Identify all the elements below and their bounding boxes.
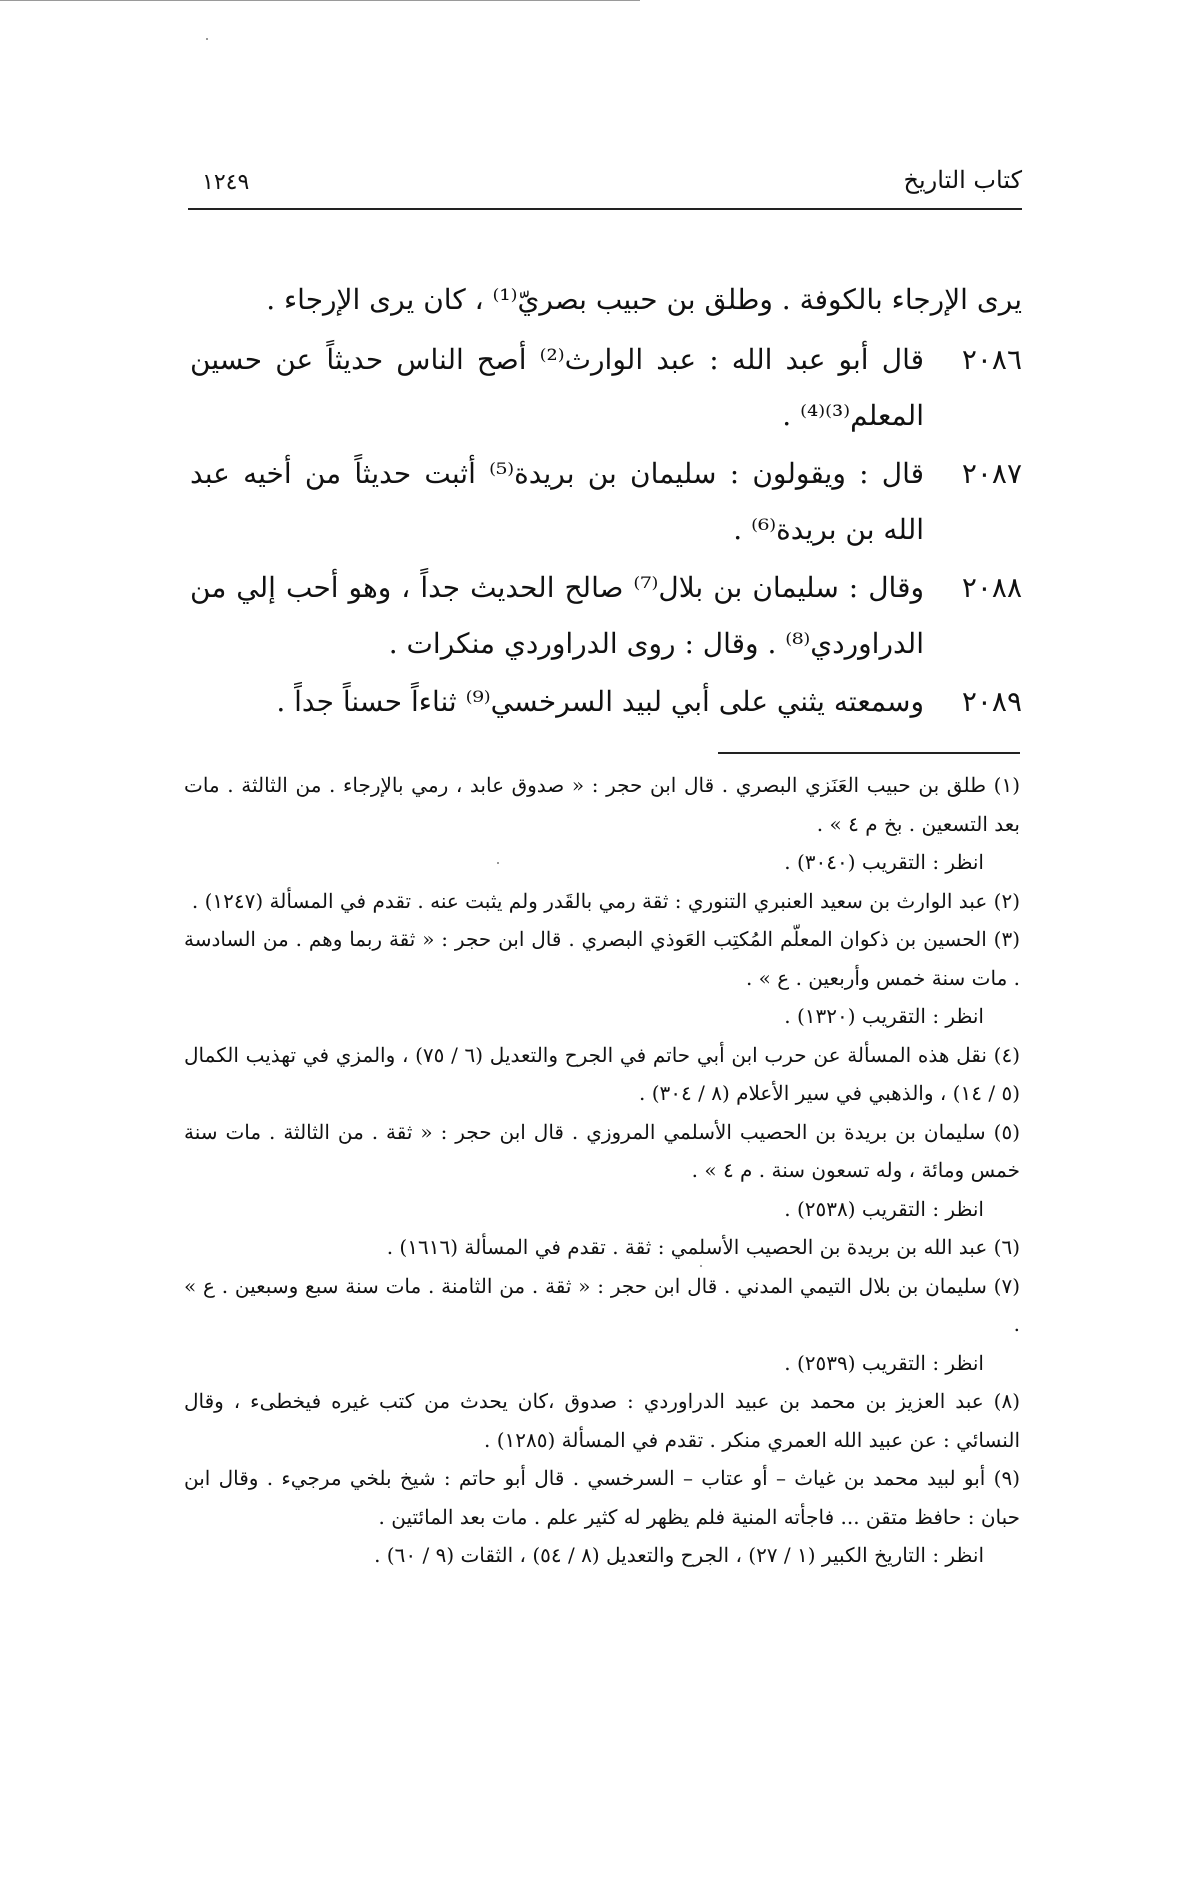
footnote-4: (٤) نقل هذه المسألة عن حرب ابن أبي حاتم في الجرح والتعديل (٦ / ٧٥) ، والمزي في تهذيب الكمال (٥ / ١٤) ، والذهبي في سير الأعلام (٨ / ٣٠٤) .	[184, 1042, 1020, 1105]
entry-text: قال : ويقولون : سليمان بن بريدة⁽⁵⁾ أثبت حديثاً من أخيه عبد الله بن بريدة⁽⁶⁾ .	[190, 457, 924, 546]
footnote-7: (٧) سليمان بن بلال التيمي المدني . قال ابن حجر : « ثقة . من الثامنة . مات سنة سبع وسبعين . ع » .	[184, 1273, 1020, 1336]
footnote-5-reference: انظر : التقريب (٢٥٣٨) .	[784, 1196, 984, 1221]
footnote-6: (٦) عبد الله بن بريدة بن الحصيب الأسلمي : ثقة . تقدم في المسألة (١٦١٦) .	[386, 1235, 1020, 1259]
footnote-5: (٥) سليمان بن بريدة بن الحصيب الأسلمي المروزي . قال ابن حجر : « ثقة . من الثالثة . مات سنة خمس ومائة ، وله تسعون سنة . م ٤ » .	[184, 1119, 1020, 1182]
header-rule	[188, 208, 1022, 210]
footnote-1-reference: انظر : التقريب (٣٠٤٠) .	[784, 850, 984, 874]
footnote-1: (١) طلق بن حبيب العَنَزي البصري . قال ابن حجر : « صدوق عابد ، رمي بالإرجاء . من الثالثة . مات بعد التسعين . بخ م ٤ » .	[184, 773, 1020, 836]
scan-edge	[0, 0, 640, 1]
page-number: ١٢٤٩	[202, 170, 250, 195]
entry-text: وسمعته يثني على أبي لبيد السرخسي⁽⁹⁾ ثناءاً حسناً جداً .	[276, 685, 924, 718]
footnotes	[184, 766, 1020, 1575]
entry-2089	[190, 674, 1022, 730]
entry-2086	[190, 332, 1022, 444]
scan-speck	[206, 38, 208, 40]
footnote-3-reference: انظر : التقريب (١٣٢٠) .	[784, 1004, 984, 1028]
entry-number: ٢٠٨٦	[961, 343, 1022, 376]
footnote-3: (٣) الحسين بن ذكوان المعلّم المُكتِب العَوذي البصري . قال ابن حجر : « ثقة ربما وهم . من السادسة . مات سنة خمس وأربعين . ع » .	[184, 927, 1020, 990]
footnote-8: (٨) عبد العزيز بن محمد بن عبيد الدراوردي : صدوق ،كان يحدث من كتب غيره فيخطىء ، وقال النسائي : عن عبيد الله العمري منكر . تقدم في المسألة (١٢٨٥) .	[184, 1389, 1020, 1452]
footnote-2: (٢) عبد الوارث بن سعيد العنبري التنوري : ثقة رمي بالقَدر ولم يثبت عنه . تقدم في المسألة (١٢٤٧) .	[191, 888, 1020, 913]
entry-2088	[190, 560, 1022, 672]
main-text	[190, 272, 1022, 732]
entry-text: قال أبو عبد الله : عبد الوارث⁽²⁾ أصح الناس حديثاً عن حسين المعلم⁽³⁾⁽⁴⁾ .	[190, 343, 924, 432]
running-header	[188, 160, 1022, 208]
footnote-7-reference: انظر : التقريب (٢٥٣٩) .	[784, 1350, 984, 1375]
entry-number: ٢٠٨٧	[961, 457, 1022, 490]
footnote-9: (٩) أبو لبيد محمد بن غياث – أو عتاب – السرخسي . قال أبو حاتم : شيخ بلخي مرجيء . وقال ابن حبان : حافظ متقن ... فاجأته المنية فلم يظهر له كثير علم . مات بعد المائتين .	[184, 1466, 1020, 1529]
intro-paragraph: يرى الإرجاء بالكوفة . وطلق بن حبيب بصريّ⁽¹⁾ ، كان يرى الإرجاء .	[266, 283, 1022, 316]
book-title: كتاب التاريخ	[903, 166, 1022, 194]
entry-number: ٢٠٨٩	[961, 685, 1022, 718]
entry-text: وقال : سليمان بن بلال⁽⁷⁾ صالح الحديث جداً ، وهو أحب إلي من الدراوردي⁽⁸⁾ . وقال : روى الدراوردي منكرات .	[190, 571, 924, 660]
entry-number: ٢٠٨٨	[961, 571, 1022, 604]
entry-2087	[190, 446, 1022, 558]
footnote-separator	[718, 752, 1020, 754]
footnote-9-reference: انظر : التاريخ الكبير (١ / ٢٧) ، الجرح والتعديل (٨ / ٥٤) ، الثقات (٩ / ٦٠) .	[374, 1543, 984, 1567]
